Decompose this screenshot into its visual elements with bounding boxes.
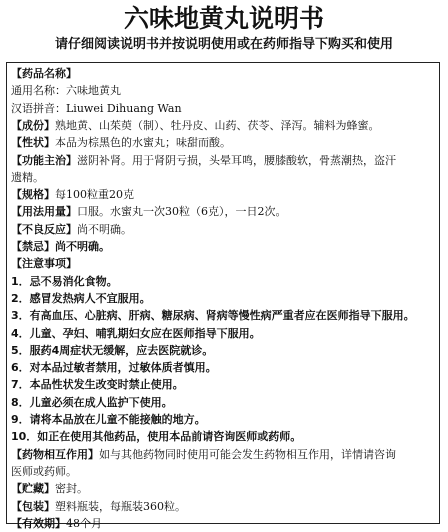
precaution-item: 5．服药4周症状无缓解，应去医院就诊。	[11, 343, 214, 357]
contraindications-label: 【禁忌】	[11, 240, 55, 253]
validity-line	[11, 516, 435, 532]
ingredients-text: 熟地黄、山茱萸（制）、牡丹皮、山药、茯苓、泽泻。辅料为蜂蜜。	[55, 118, 380, 132]
page-title: 六味地黄丸说明书	[123, 4, 324, 33]
contraindications-text: 尚不明确。	[55, 240, 110, 253]
storage-label: 【贮藏】	[11, 482, 55, 496]
indications-line	[11, 153, 435, 169]
dosage-label: 【用法用量】	[11, 205, 77, 219]
page-subtitle: 请仔细阅读说明书并按说明使用或在药师指导下购买和使用	[54, 37, 393, 52]
interactions-label: 【药物相互作用】	[11, 447, 99, 461]
drug-name-heading: 【药品名称】	[11, 67, 77, 80]
contraindications-line	[11, 239, 435, 255]
package-label: 【包装】	[11, 499, 55, 513]
precaution-item: 2．感冒发热病人不宜服用。	[11, 291, 151, 305]
precaution-item: 7．本品性状发生改变时禁止使用。	[11, 378, 184, 392]
dosage-line	[11, 204, 435, 220]
precaution-item: 10．如正在使用其他药品，使用本品前请咨询医师或药师。	[11, 430, 302, 444]
storage-text: 密封。	[55, 482, 88, 496]
ingredients-label: 【成份】	[11, 118, 55, 132]
properties-label: 【性状】	[11, 136, 55, 150]
storage-line	[11, 481, 435, 497]
spec-label: 【规格】	[11, 188, 55, 202]
content-box	[6, 62, 440, 530]
package-text: 塑料瓶装，每瓶装360粒。	[55, 499, 186, 513]
indications-label: 【功能主治】	[11, 153, 77, 167]
ingredients-line	[11, 118, 435, 134]
indications-line-2: 遗精。	[11, 170, 44, 184]
precaution-item: 3．有高血压、心脏病、肝病、糖尿病、肾病等慢性病严重者应在医师指导下服用。	[11, 309, 415, 323]
validity-label: 【有效期】	[11, 516, 66, 530]
validity-text: 48个月	[66, 516, 102, 530]
precautions-heading: 【注意事项】	[11, 257, 77, 271]
precaution-item: 1．忌不易消化食物。	[11, 274, 118, 288]
precaution-item: 8．儿童必须在成人监护下使用。	[11, 395, 173, 409]
interactions-text: 如与其他药物同时使用可能会发生药物相互作用，详情请咨询	[99, 447, 396, 461]
adverse-text: 尚不明确。	[77, 222, 132, 236]
spec-line	[11, 187, 435, 203]
properties-line	[11, 135, 435, 151]
properties-text: 本品为棕黑色的水蜜丸；味甜而酸。	[55, 136, 231, 150]
adverse-line	[11, 222, 435, 238]
package-line	[11, 499, 435, 515]
interactions-text-2: 医师或药师。	[11, 464, 77, 478]
precaution-item: 6．对本品过敏者禁用，过敏体质者慎用。	[11, 361, 217, 375]
interactions-line-2	[11, 464, 435, 480]
precaution-item: 4．儿童、孕妇、哺乳期妇女应在医师指导下服用。	[11, 326, 261, 340]
dosage-text: 口服。水蜜丸一次30粒（6克），一日2次。	[77, 205, 287, 219]
pinyin-name: 汉语拼音：Liuwei Dihuang Wan	[11, 101, 182, 115]
indications-text: 滋阴补肾。用于肾阴亏损，头晕耳鸣，腰膝酸软，骨蒸潮热，盗汗	[77, 153, 396, 167]
common-name: 通用名称：六味地黄丸	[11, 84, 121, 98]
adverse-label: 【不良反应】	[11, 222, 77, 236]
interactions-line	[11, 447, 435, 463]
spec-text: 每100粒重20克	[55, 188, 134, 202]
precaution-item: 9．请将本品放在儿童不能接触的地方。	[11, 413, 206, 426]
